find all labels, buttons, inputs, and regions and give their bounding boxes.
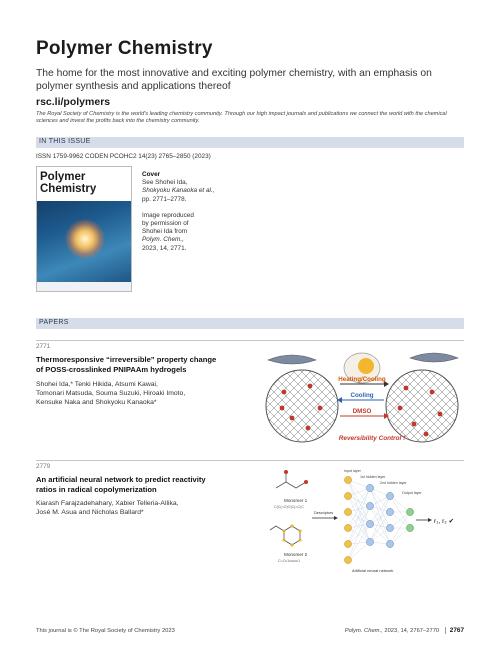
footer-volume: 2023, 14, 2767–2770 — [384, 628, 440, 634]
reversibility-caption: Reversibility Control ! — [338, 435, 406, 442]
cover-rep2: by permission of — [142, 220, 189, 228]
section-label: PAPERS — [39, 319, 69, 326]
heating-label: Heating/Cooling — [338, 376, 386, 383]
article-title-line: Thermoresponsive “irreversible” property change — [36, 355, 217, 364]
cover-image-title: Polymer Chemistry — [40, 171, 97, 195]
monomer-2-label: Monomer 2 — [284, 552, 308, 557]
polymer-strand-icon — [268, 355, 316, 364]
article-divider — [36, 340, 464, 341]
article-divider — [36, 460, 464, 461]
cover-pages[interactable]: pp. 2771–2778. — [142, 195, 187, 203]
gel-network-left-icon — [266, 370, 338, 442]
monomer-2-smiles: C=Cc1ccccc1 — [278, 559, 301, 563]
cover-year: 2023, 14, 2771. — [142, 244, 187, 252]
papers-bar — [36, 318, 464, 329]
output-layer-label: Output layer — [402, 491, 422, 495]
output-nodes-icon — [406, 508, 413, 531]
descriptors-label: Descriptors — [314, 511, 334, 515]
article-page-number[interactable]: 2779 — [36, 463, 51, 470]
article-title-line: of POSS-crosslinked PNIPAAm hydrogels — [36, 365, 187, 374]
result-label: r₁, r₂ ✔ — [434, 518, 455, 525]
monomer-1-label: Monomer 1 — [284, 498, 308, 503]
oxygen-atoms-icon — [284, 470, 308, 484]
hidden-layer-1-label: 1st hidden layer — [360, 475, 386, 479]
neural-network-graphic[interactable] — [262, 466, 462, 576]
section-label: IN THIS ISSUE — [39, 138, 91, 145]
authors-line: Shohei Ida,* Tenki Hikida, Atsumi Kawai, — [36, 381, 158, 388]
dmso-label: DMSO — [352, 408, 372, 415]
cooling-label: Cooling — [350, 392, 374, 399]
footer-copyright: This journal is © The Royal Society of Chemistry 2023 — [36, 628, 175, 634]
cover-rep3: Shohei Ida from — [142, 228, 188, 236]
ring-atoms-icon — [283, 525, 302, 547]
issn-line: ISSN 1759-9962 CODEN PCOHC2 14(23) 2765–2850 (2023) — [36, 153, 211, 160]
article-title-line: ratios in radical copolymerization — [36, 485, 157, 494]
journal-tagline: The home for the most innovative and exciting polymer chemistry, with an emphasis on polymer synthesis and applications thereof — [36, 68, 432, 92]
polymer-strand-icon — [410, 353, 458, 362]
journal-url-link[interactable]: rsc.li/polymers — [36, 96, 111, 108]
arrowhead-icon — [428, 518, 432, 522]
cover-rep1: Image reproduced — [142, 211, 194, 219]
cover-artwork-glow — [65, 219, 105, 259]
network-connections-icon — [348, 480, 410, 560]
egg-yolk-icon — [358, 358, 374, 374]
gel-network-right-icon — [386, 370, 458, 442]
cover-description — [142, 171, 232, 253]
arrowhead-icon — [334, 516, 338, 520]
network-label: Artificial neural network — [352, 568, 394, 573]
in-this-issue-bar — [36, 137, 464, 148]
article-title-line: An artificial neural network to predict reactivity — [36, 475, 206, 484]
monomer-2-structure-icon — [270, 526, 300, 545]
authors-line: Kensuke Naka and Shokyoku Kanaoka* — [36, 399, 157, 406]
cover-journal: Polym. Chem., — [142, 236, 184, 244]
footer-citation — [345, 627, 464, 634]
article-page-number[interactable]: 2771 — [36, 343, 51, 350]
authors-line: Tomonari Matsuda, Souma Suzuki, Hiroaki Imoto, — [36, 390, 186, 397]
article-title[interactable] — [36, 475, 236, 495]
hydrogel-graphic[interactable] — [262, 348, 462, 446]
footer-page-number: 2767 — [445, 627, 464, 634]
cover-footer-band — [37, 282, 131, 291]
article-authors — [36, 380, 236, 407]
input-nodes-icon — [344, 476, 351, 563]
input-layer-label: Input layer — [344, 469, 361, 473]
hidden-layer-2-label: 2nd hidden layer — [380, 481, 407, 485]
cover-image[interactable] — [36, 166, 132, 292]
article-title[interactable] — [36, 355, 236, 375]
cover-see: See Shohei Ida, — [142, 179, 188, 187]
cover-label: Cover — [142, 171, 161, 178]
cover-authors: Shokyoku Kanaoka et al., — [142, 187, 215, 195]
authors-line: José M. Asua and Nicholas Ballard* — [36, 509, 144, 516]
article-authors — [36, 499, 236, 517]
footer-journal: Polym. Chem., — [344, 628, 383, 634]
monomer-1-structure-icon — [276, 472, 306, 488]
rsc-blurb: The Royal Society of Chemistry is the world's leading chemistry community. Through our high impact journals and publications we connect the world with the chemical sciences and invest the profits back into the chemistry community. — [36, 111, 447, 125]
journal-title: Polymer Chemistry — [36, 38, 213, 59]
monomer-1-smiles: C(C(=O)O)C(=C)C — [274, 505, 304, 509]
authors-line: Kiarash Farajzadehahary, Xabier Telleria-Allika, — [36, 500, 179, 507]
